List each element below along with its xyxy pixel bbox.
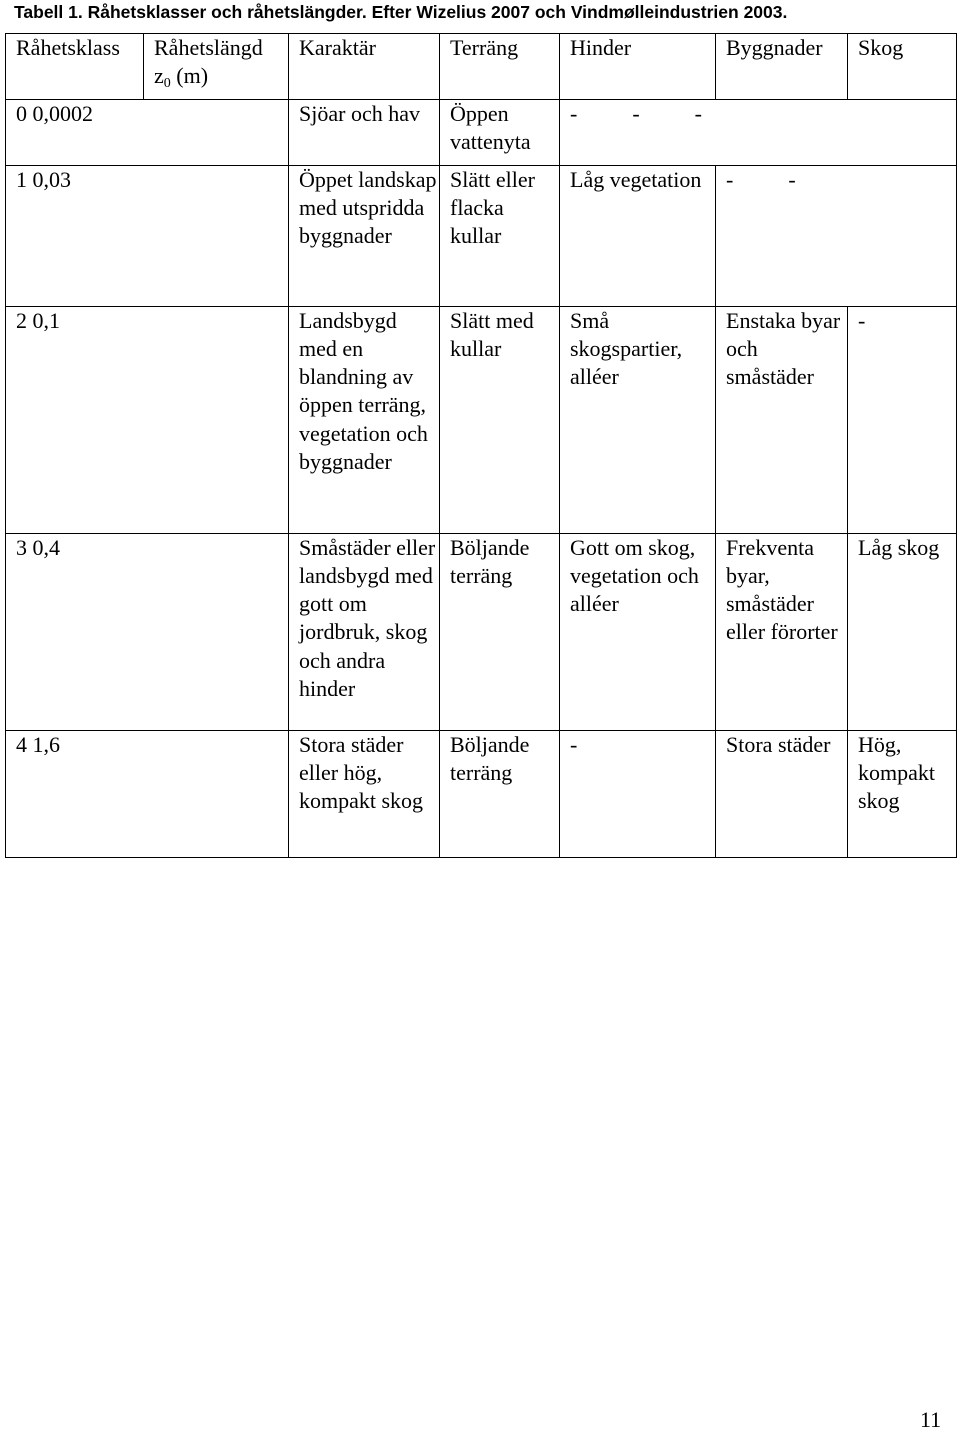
cell-forest-text: Hög, kompakt skog xyxy=(858,731,935,814)
cell-terrain-text: Slätt eller flacka kullar xyxy=(450,166,535,249)
cell-character xyxy=(289,306,440,533)
cell-terrain-text: Böljande terräng xyxy=(450,534,530,588)
header-buildings xyxy=(716,34,848,100)
cell-forest-text: Låg skog xyxy=(858,534,940,560)
cell-character xyxy=(289,165,440,306)
cell-class-length xyxy=(6,306,289,533)
cell-terrain-text: Böljande terräng xyxy=(450,731,530,785)
cell-buildings xyxy=(716,306,848,533)
cell-obstacles xyxy=(560,306,716,533)
cell-buildings-text: Enstaka byar och småstäder xyxy=(726,307,841,390)
cell-character-text: Öppet landskap med utspridda byggnader xyxy=(299,166,437,249)
cell-buildings xyxy=(716,730,848,857)
header-length-unit: (m) xyxy=(170,63,209,89)
cell-terrain-text: Slätt med kullar xyxy=(450,307,534,361)
roughness-table xyxy=(5,33,957,858)
cell-obstacles xyxy=(560,533,716,730)
cell-class-length-text: 3 0,4 xyxy=(16,534,60,560)
cell-obstacles-text: Låg vegetation xyxy=(570,166,702,192)
cell-obstacles-text: Små skogspartier, alléer xyxy=(570,307,683,390)
header-length-subscript: 0 xyxy=(163,76,171,92)
header-length-symbol: z xyxy=(154,63,164,89)
cell-buildings-forest-text: - - xyxy=(726,166,796,192)
table-row xyxy=(6,533,957,730)
header-terrain-text: Terräng xyxy=(450,35,519,60)
cell-class-length-text: 0 0,0002 xyxy=(16,100,93,126)
cell-obstacles-text: Gott om skog, vegetation och alléer xyxy=(570,534,699,617)
cell-forest xyxy=(848,306,957,533)
cell-character-text: Stora städer eller hög, kompakt skog xyxy=(299,731,424,814)
cell-character-text: Sjöar och hav xyxy=(299,100,420,126)
header-class xyxy=(6,34,144,100)
cell-obstacles-text: - xyxy=(570,731,578,757)
cell-forest-text: - xyxy=(858,307,866,333)
table-row xyxy=(6,730,957,857)
header-character-text: Karaktär xyxy=(299,35,376,60)
header-forest-text: Skog xyxy=(858,35,904,60)
table-row xyxy=(6,165,957,306)
header-forest xyxy=(848,34,957,100)
table-caption: Tabell 1. Råhetsklasser och råhetslängder. Efter Wizelius 2007 och Vindmølleindustrien 2003. xyxy=(14,2,788,22)
cell-character-text: Landsbygd med en blandning av öppen terräng, vegetation och byggnader xyxy=(299,307,428,475)
header-obstacles-text: Hinder xyxy=(570,35,632,60)
table-header-row xyxy=(6,34,957,100)
header-obstacles xyxy=(560,34,716,100)
table-row xyxy=(6,99,957,165)
cell-buildings xyxy=(716,533,848,730)
cell-buildings-text: Stora städer xyxy=(726,731,831,757)
cell-obstacles-buildings-forest xyxy=(560,99,957,165)
cell-terrain xyxy=(440,306,560,533)
cell-obstacles-buildings-forest-text: - - - xyxy=(570,100,702,126)
cell-buildings-text: Frekventa byar, småstäder eller förorter xyxy=(726,534,838,645)
cell-character xyxy=(289,99,440,165)
cell-forest xyxy=(848,730,957,857)
header-terrain xyxy=(440,34,560,100)
cell-character-text: Småstäder eller landsbygd med gott om jordbruk, skog och andra hinder xyxy=(299,534,436,702)
cell-class-length xyxy=(6,730,289,857)
cell-class-length-text: 2 0,1 xyxy=(16,307,60,333)
cell-terrain xyxy=(440,165,560,306)
cell-character xyxy=(289,533,440,730)
header-class-text: Råhetsklass xyxy=(16,35,120,60)
header-length-text: Råhetslängd xyxy=(154,35,263,60)
header-buildings-text: Byggnader xyxy=(726,35,823,60)
cell-obstacles xyxy=(560,165,716,306)
cell-terrain xyxy=(440,730,560,857)
cell-buildings-forest xyxy=(716,165,957,306)
page-number: 11 xyxy=(920,1407,942,1432)
cell-class-length xyxy=(6,99,289,165)
header-character xyxy=(289,34,440,100)
cell-class-length xyxy=(6,165,289,306)
cell-class-length xyxy=(6,533,289,730)
cell-forest xyxy=(848,533,957,730)
cell-character xyxy=(289,730,440,857)
cell-terrain xyxy=(440,99,560,165)
cell-class-length-text: 1 0,03 xyxy=(16,166,71,192)
table-row xyxy=(6,306,957,533)
header-length xyxy=(144,34,289,100)
cell-terrain xyxy=(440,533,560,730)
cell-class-length-text: 4 1,6 xyxy=(16,731,60,757)
cell-obstacles xyxy=(560,730,716,857)
cell-terrain-text: Öppen vattenyta xyxy=(450,100,531,154)
